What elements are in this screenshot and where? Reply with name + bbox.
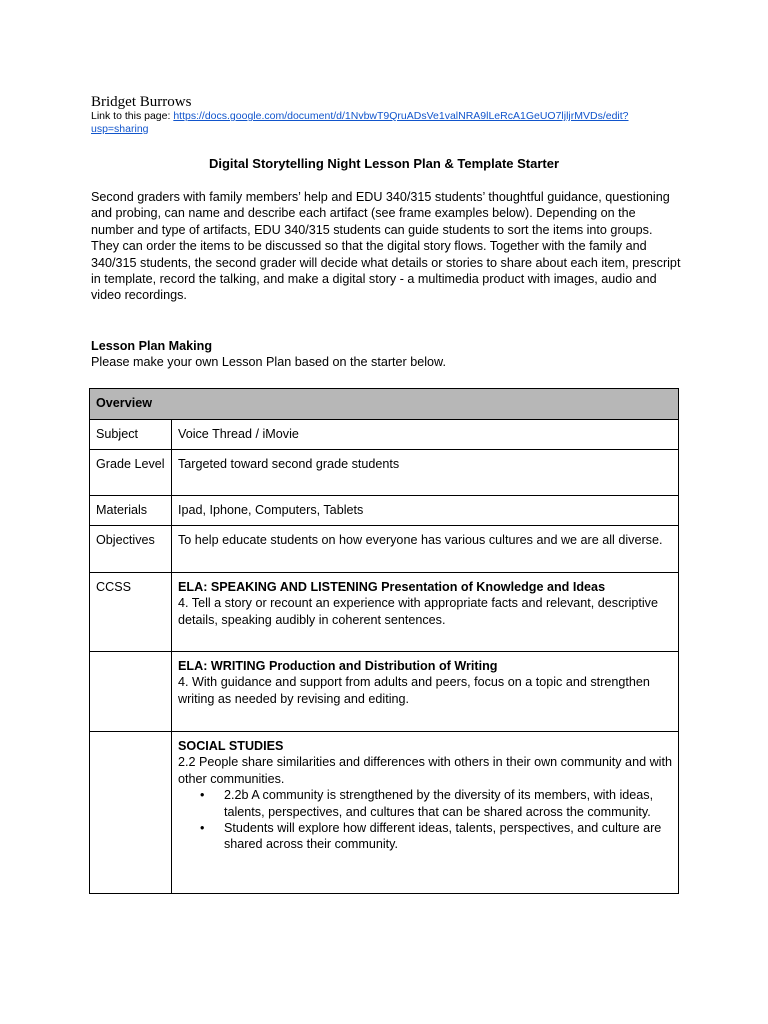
intro-text: Second graders with family members’ help and EDU 340/315 students’ thoughtful guidance, questioning and probing, can name and describe each artifact (see frame examples below). Depending on the number and type of artifacts, EDU 340/315 students can guide students to sort the items into groups. They can order the items to be discussed so that the digital story flows. Together with the family and 340/315 students, the second grader will decide what details or stories to share about each item, prescript in template, record the talking, and make a digital story - a multimedia product with images, audio and video recordings. <box>91 190 681 303</box>
ccss-label: CCSS <box>90 573 172 652</box>
link-label: Link to this page: <box>91 110 174 122</box>
intro-paragraph <box>91 189 681 304</box>
writing-standard-heading: ELA: WRITING Production and Distribution of Writing <box>178 659 498 673</box>
share-link[interactable]: https://docs.google.com/document/d/1NvbwT9QruADsVe1valNRA9lLeRcA1GeUO7ljljrMVDs/edit?usp=sharing <box>91 110 629 135</box>
grade-row <box>90 450 679 496</box>
ccss-writing-cell <box>172 652 679 732</box>
subject-value: Voice Thread / iMovie <box>172 420 679 450</box>
ccss-speaking-cell <box>172 573 679 652</box>
materials-value: Ipad, Iphone, Computers, Tablets <box>172 496 679 526</box>
ccss-row-writing <box>90 652 679 732</box>
materials-label: Materials <box>90 496 172 526</box>
objectives-label: Objectives <box>90 526 172 573</box>
objectives-row <box>90 526 679 573</box>
objectives-value: To help educate students on how everyone has various cultures and we are all diverse. <box>172 526 679 573</box>
speaking-standard-heading: ELA: SPEAKING AND LISTENING Presentation of Knowledge and Ideas <box>178 580 606 594</box>
bullet-item: • 2.2b A community is strengthened by the diversity of its members, with ideas, talents, perspectives, and cultures that can be shared across the community. <box>224 787 672 820</box>
materials-row <box>90 496 679 526</box>
grade-value: Targeted toward second grade students <box>172 450 679 496</box>
social-studies-text: 2.2 People share similarities and differences with others in their own community and with other communities. <box>178 755 672 786</box>
social-studies-bullets <box>178 787 672 853</box>
ccss-empty-cell <box>90 652 172 732</box>
page-link-line <box>91 110 681 136</box>
ccss-row-speaking <box>90 573 679 652</box>
speaking-standard-text: 4. Tell a story or recount an experience with appropriate facts and relevant, descriptive details, speaking audibly in coherent sentences. <box>178 596 658 627</box>
ccss-social-studies-cell <box>172 732 679 894</box>
social-studies-heading: SOCIAL STUDIES <box>178 739 284 753</box>
grade-label: Grade Level <box>90 450 172 496</box>
subject-row <box>90 420 679 450</box>
lesson-plan-table <box>89 388 679 894</box>
lesson-plan-instructions: Please make your own Lesson Plan based on the starter below. <box>91 355 446 369</box>
overview-header: Overview <box>90 389 679 420</box>
document-title: Digital Storytelling Night Lesson Plan & Template Starter <box>208 156 560 171</box>
subject-label: Subject <box>90 420 172 450</box>
overview-row <box>90 389 679 420</box>
ccss-empty-cell <box>90 732 172 894</box>
bullet-item: • Students will explore how different ideas, talents, perspectives, and culture are shared across their community. <box>224 820 672 853</box>
ccss-row-social-studies <box>90 732 679 894</box>
lesson-plan-heading: Lesson Plan Making <box>91 339 213 353</box>
writing-standard-text: 4. With guidance and support from adults and peers, focus on a topic and strengthen writing as needed by revising and editing. <box>178 675 650 706</box>
author-name: Bridget Burrows <box>91 94 192 110</box>
